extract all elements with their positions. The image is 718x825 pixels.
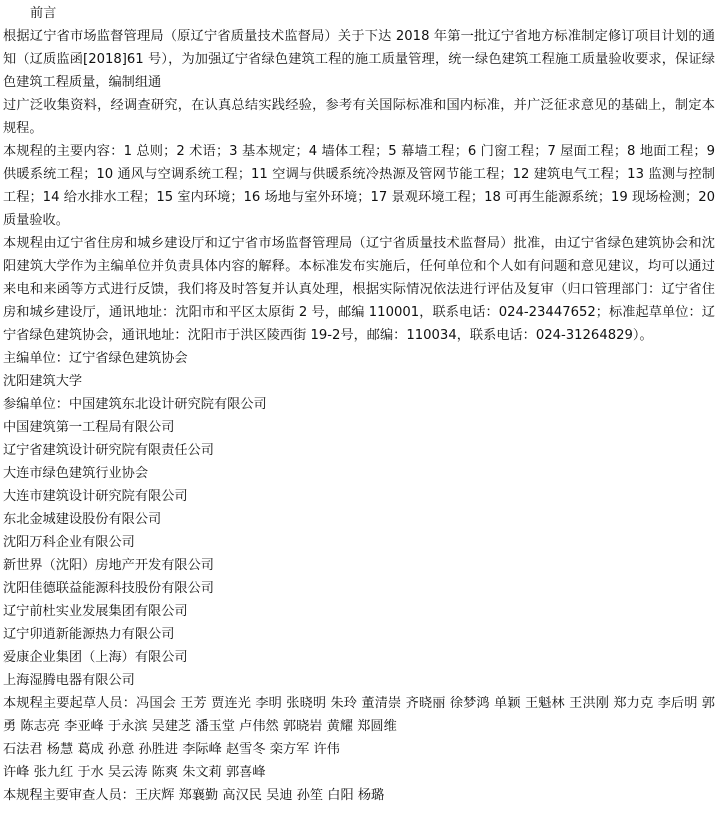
participating-unit: 大连市建筑设计研究院有限公司: [3, 489, 188, 504]
participating-unit: 爱康企业集团（上海）有限公司: [3, 650, 188, 665]
participating-unit: 中国建筑第一工程局有限公司: [3, 420, 175, 435]
chief-editor-unit-2: 沈阳建筑大学: [3, 374, 83, 389]
participating-unit: 参编单位：中国建筑东北设计研究院有限公司: [3, 397, 267, 412]
participating-unit: 沈阳佳德联益能源科技股份有限公司: [3, 581, 214, 596]
paragraph-approval: 本规程由辽宁省住房和城乡建设厅和辽宁省市场监督管理局（辽宁省质量技术监督局）批准，由辽宁省绿色建筑协会和沈阳建筑大学作为主编单位并负责具体内容的解释。本标准发布实施后，任何单位和个人如有问题和意见建议，均可以通过来电和来函等方式进行反馈，我们将及时答复并认真处理，根据实际情况依法进行评估及复审（归口管理部门：辽宁省住房和城乡建设厅，通讯地址：沈阳市和平区太原街 2 号，邮编 110001，联系电话：024-23447652；标准起草单位：辽宁省绿色建筑协会，通讯地址：沈阳市于洪区陵西街 19-2号，邮编：110034，联系电话：024-31264829）。: [3, 236, 715, 343]
participating-unit: 上海湿腾电器有限公司: [3, 673, 135, 688]
participating-unit: 沈阳万科企业有限公司: [3, 535, 135, 550]
participating-unit: 辽宁省建筑设计研究院有限责任公司: [3, 443, 214, 458]
preface-heading: 前言: [30, 6, 57, 21]
paragraph-method: 过广泛收集资料，经调查研究，在认真总结实践经验，参考有关国际标准和国内标准，并广泛征求意见的基础上，制定本规程。: [3, 98, 715, 136]
participating-unit: 大连市绿色建筑行业协会: [3, 466, 149, 481]
paragraph-background: 根据辽宁省市场监督管理局（原辽宁省质量技术监督局）关于下达 2018 年第一批辽宁省地方标准制定修订项目计划的通知（辽质监函[2018]61 号），为加强辽宁省绿色建筑工程的施工质量管理，统一绿色建筑工程施工质量验收要求，保证绿色建筑工程质量，编制组通: [3, 29, 715, 90]
drafters-list-cont: 许峰 张九红 于水 吴云涛 陈爽 朱文莉 郭喜峰: [3, 765, 266, 780]
drafters-list-cont: 石法君 杨慧 葛成 孙意 孙胜进 李际峰 赵雪冬 栾方军 许伟: [3, 742, 340, 757]
participating-unit: 辽宁卯逍新能源热力有限公司: [3, 627, 175, 642]
participating-unit: 新世界（沈阳）房地产开发有限公司: [3, 558, 214, 573]
participating-unit: 东北金城建设股份有限公司: [3, 512, 162, 527]
reviewers-list: 本规程主要审查人员：王庆辉 郑襄勤 高汉民 吴迪 孙笙 白阳 杨璐: [3, 788, 385, 803]
drafters-list: 本规程主要起草人员：冯国会 王芳 贾连光 李明 张晓明 朱玲 董清崇 齐晓丽 徐梦鸿 单颖 王魁林 王洪刚 郑力克 李后明 郭勇 陈志亮 李亚峰 于永滨 吴建芝 潘玉堂 卢伟然 郭晓岩 黄耀 郑圆维: [3, 696, 715, 734]
participating-unit: 辽宁前杜实业发展集团有限公司: [3, 604, 188, 619]
chief-editor-unit: 主编单位：辽宁省绿色建筑协会: [3, 351, 188, 366]
paragraph-contents: 本规程的主要内容：1 总则；2 术语；3 基本规定；4 墙体工程；5 幕墙工程；6 门窗工程；7 屋面工程；8 地面工程；9 供暖系统工程；10 通风与空调系统工程；11 空调与供暖系统冷热源及管网节能工程；12 建筑电气工程；13 监测与控制工程；14 给水排水工程；15 室内环境；16 场地与室外环境；17 景观环境工程；18 可再生能源系统；19 现场检测；20 质量验收。: [3, 144, 715, 228]
